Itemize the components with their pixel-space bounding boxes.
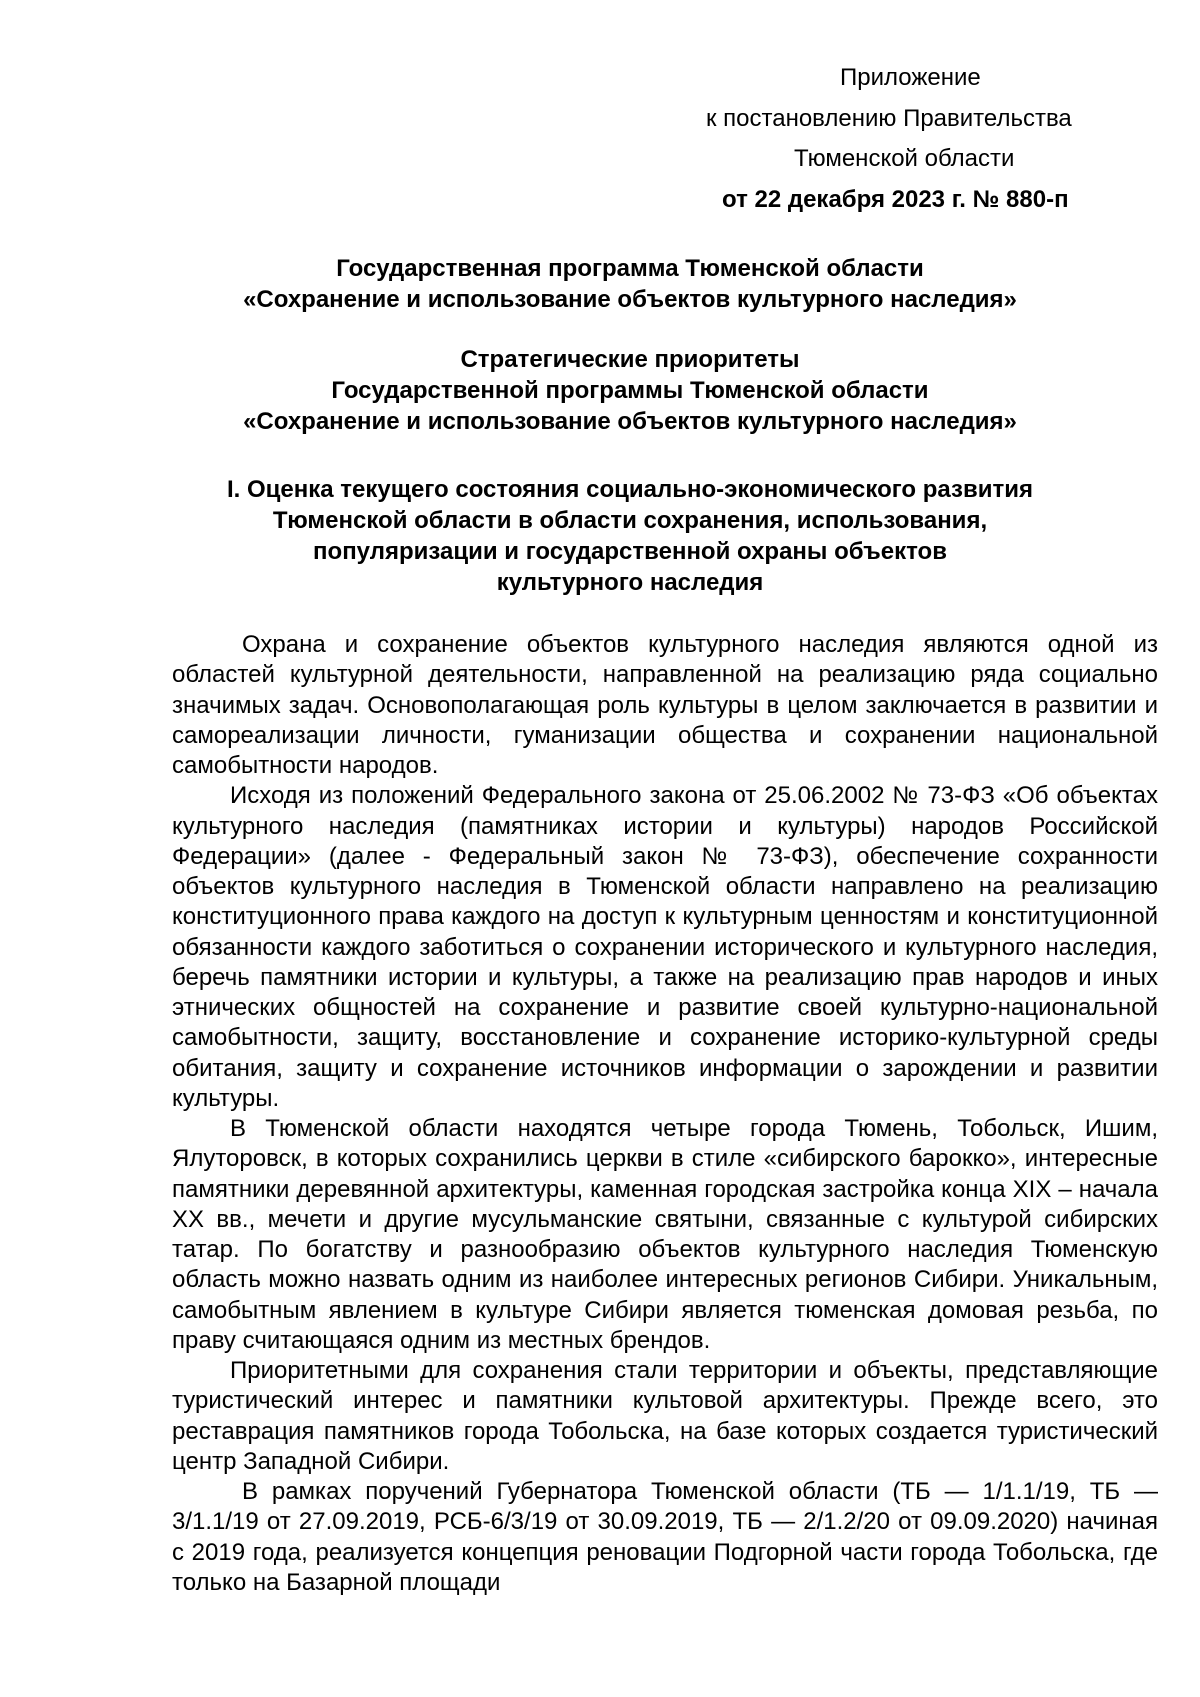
priorities-title-line: Стратегические приоритеты: [460, 346, 800, 373]
program-title: [150, 253, 1110, 315]
program-title-line: «Сохранение и использование объектов культурного наследия»: [243, 286, 1017, 313]
priorities-title-line: «Сохранение и использование объектов культурного наследия»: [243, 408, 1017, 435]
appendix-header: [690, 58, 1150, 220]
section-title-line: Тюменской области в области сохранения, использования,: [272, 507, 988, 534]
section-title: [150, 474, 1110, 598]
appendix-resolution-ref: к постановлению Правительства: [706, 104, 1072, 132]
paragraph: Охрана и сохранение объектов культурного наследия являются одной из областей культурной деятельности, направленной на реализацию ряда социально значимых задач. Основополагающая роль культуры в целом заключается в развитии и самореализации личности, гуманизации общества и сохранении национальной самобытности народов.: [172, 631, 1158, 779]
section-title-line: популяризации и государственной охраны объектов: [313, 538, 947, 565]
body-text: [172, 630, 1158, 1598]
section-title-line: культурного наследия: [496, 569, 764, 596]
section-title-line: I. Оценка текущего состояния социально-экономического развития: [226, 476, 1033, 503]
paragraph: В рамках поручений Губернатора Тюменской области (ТБ — 1/1.1/19, ТБ — 3/1.1/19 от 27.09.2019, РСБ-6/3/19 от 30.09.2019, ТБ — 2/1.2/20 от 09.09.2020) начиная с 2019 года, реализуется концепция реновации Подгорной части города Тобольска, где только на Базарной площади: [172, 1478, 1158, 1596]
priorities-title-line: Государственной программы Тюменской области: [331, 377, 929, 404]
priorities-title: [150, 344, 1110, 437]
paragraph: Исходя из положений Федерального закона от 25.06.2002 № 73-ФЗ «Об объектах культурного наследия (памятниках истории и культуры) народов Российской Федерации» (далее - Федеральный закон № 73-ФЗ), обеспечение сохранности объектов культурного наследия в Тюменской области направлено на реализацию конституционного права каждого на доступ к культурным ценностям и конституционной обязанности каждого заботиться о сохранении исторического и культурного наследия, беречь памятники истории и культуры, а также на реализацию прав народов и иных этнических общностей на сохранение и развитие своей культурно-национальной самобытности, защиту, восстановление и сохранение историко-культурной среды обитания, защиту и сохранение источников информации о зарождении и развитии культуры.: [172, 782, 1158, 1112]
paragraph: В Тюменской области находятся четыре города Тюмень, Тобольск, Ишим, Ялуторовск, в которых сохранились церкви в стиле «сибирского барокко», интересные памятники деревянной архитектуры, каменная городская застройка конца XIX – начала XX вв., мечети и другие мусульманские святыни, связанные с культурой сибирских татар. По богатству и разнообразию объектов культурного наследия Тюменскую область можно назвать одним из наиболее интересных регионов Сибири. Уникальным, самобытным явлением в культуре Сибири является тюменская домовая резьба, по праву считающаяся одним из местных брендов.: [172, 1115, 1158, 1354]
appendix-region: Тюменской области: [794, 145, 1015, 172]
program-title-line: Государственная программа Тюменской области: [336, 255, 924, 282]
appendix-date-number: от 22 декабря 2023 г. № 880-п: [722, 185, 1069, 213]
appendix-label: Приложение: [840, 64, 981, 91]
paragraph: Приоритетными для сохранения стали территории и объекты, представляющие туристический интерес и памятники культовой архитектуры. Прежде всего, это реставрация памятников города Тобольска, на базе которых создается туристический центр Западной Сибири.: [172, 1357, 1158, 1475]
